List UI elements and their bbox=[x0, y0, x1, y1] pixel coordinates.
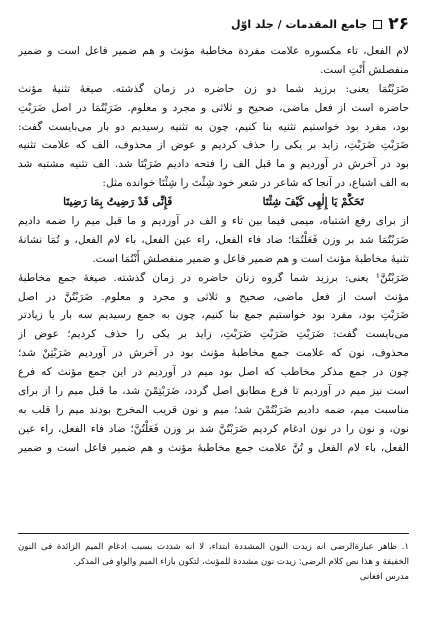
poem-hemistich-second: فَإِنِّى قَدْ رَضِيتُ بِمَا رَضِيتَا bbox=[63, 196, 173, 209]
text-line: ضَرَبْتُمَا يعنى: برزيد شما دو زن حاضره در زمان گذشته. صيغهٔ تثنيهٔ مؤنث bbox=[18, 82, 409, 95]
text-line: از براى رفع اشتباه، ميمى فيما بين تاء و الف در آورديم و ما قبل ميم را ضمه داديم bbox=[18, 215, 409, 228]
text-line: ضَرَبْتِ ضَرَبْتِ، زايد بر يكى را حذف كرديم و عوض از محذوف، الف كه علامت تثنيه bbox=[18, 139, 409, 152]
main-text bbox=[18, 42, 409, 458]
text-line: ضَرَبْتُمَا شد بر وزن فَعَلْتُمَا؛ ضاد فاء الفعل، راء عين الفعل، باء لام الفعل، و تُمَا نشانهٔ bbox=[18, 233, 409, 246]
text-line: لام الفعل، تاء مكسوره علامت مفردة مخاطبة مؤنث و هم ضمير فاعل است و ضمير bbox=[18, 45, 409, 57]
text-line: محذوف، نون كه علامت جمع مخاطبهٔ مؤنث بود در آخرش در آورديم ضَرَبْتِنْ شد؛ bbox=[18, 347, 409, 360]
text-line: منفصلش أَنْتِ است. bbox=[319, 63, 409, 76]
text-line: مؤنث است از فعل ماضى، صحيح و ثلاثى و مجرد و معلوم. ضَرَبْتُنَّ در اصل bbox=[18, 290, 409, 303]
text-line: مناسبت ميم، ضمه داديم ضَرَبْتُمْنَ شد؛ ميم و نون قريب المخرج بودند ميم را قلب به bbox=[18, 403, 409, 416]
text-line: به الف اشباع، در آنجا كه شاعر در شعر خود شِئْتَ را شِئْتَا خوانده مثل: bbox=[102, 177, 409, 190]
poem-verse bbox=[18, 193, 409, 212]
text-line: نون، و نون را در نون ادغام كرديم ضَرَبْتُنَّ شد بر وزن فَعَلْتُنَّ؛ ضاد فاء الفعل، راء عين bbox=[18, 422, 409, 435]
page-header bbox=[18, 14, 409, 34]
text-line: بود، مفرد بود خواستيم تثنيه بنا كنيم، چون به تثنيه رسيديم دو بار مى‌بايست گفت: bbox=[18, 120, 409, 133]
footnote-line: الخفيفة و هذا نص كلام الرضى: زيدت نون مشددة للمؤنث، لتكون بازاء الميم والواو فى المذكر. bbox=[73, 557, 409, 567]
poem-hemistich-first: تَحَكَّمْ يَا إِلٰهِى كَيْفَ شِئْتَا bbox=[262, 196, 364, 209]
text-line: مى‌بايست گفت: ضَرَبْتِ ضَرَبْتِ ضَرَبْتِ، زايد بر يكى را حذف كرديم؛ عوض از bbox=[18, 328, 409, 341]
text-line: است نيز ميم در آورديم تا فرع مطابق اصل گردد، ضَرَبْتِمْنَ شد، ما قبل ميم را از براى bbox=[18, 385, 409, 398]
text-line: تثنيهٔ مخاطبهٔ مؤنث است و هم ضمير فاعل و ضمير منفصلش أَنْتُمَا است. bbox=[92, 252, 409, 265]
footnotes bbox=[18, 540, 409, 585]
text-line: الفعل، باء لام الفعل و تُنَّ علامت جمع مخاطبهٔ مؤنث و هم ضمير فاعل است و ضمير bbox=[18, 441, 409, 454]
text-line: حاضره است از فعل ماضى، صحيح و ثلاثى و مجرد و معلوم. ضَرَبْتُمَا در اصل ضَرَبْتِ bbox=[18, 101, 409, 114]
page-number: ۲۶ bbox=[388, 14, 409, 34]
text-line: بود در آخرش در آورديم و ما قبل الف را فتحه داديم ضَرَبْتَا شد. الف تثنيه مشتبه شد bbox=[18, 158, 409, 171]
text-line: چون در جمع مذكر مخاطب كه اصل بود ميم در آورديم در اين جمع مؤنث كه فرع bbox=[18, 366, 409, 379]
text-line: ضَرَبْتِ بود، مفرد بود خواستيم جمع بنا كنيم، چون به جمع رسيديم سه بار يا زيادتر bbox=[18, 309, 409, 322]
footnote-separator bbox=[18, 533, 409, 534]
footnote-attribution: مدرس افغانى bbox=[359, 572, 409, 582]
square-bullet-icon bbox=[373, 20, 382, 29]
footnote-line: ۱. ظاهر عبارةالرضى انه زيدت النون المشددة ابتداء، لا انه شددت بسبب ادغام الميم الزائدة فى النون bbox=[18, 542, 409, 552]
running-title: جامع المقدمات / جلد اوّل bbox=[231, 17, 368, 31]
text-line: ضَرَبْتُنَّ¹ يعنى: برزيد شما گروه زنان حاضره در زمان گذشته. صيغهٔ جمع مخاطبهٔ bbox=[18, 271, 409, 284]
